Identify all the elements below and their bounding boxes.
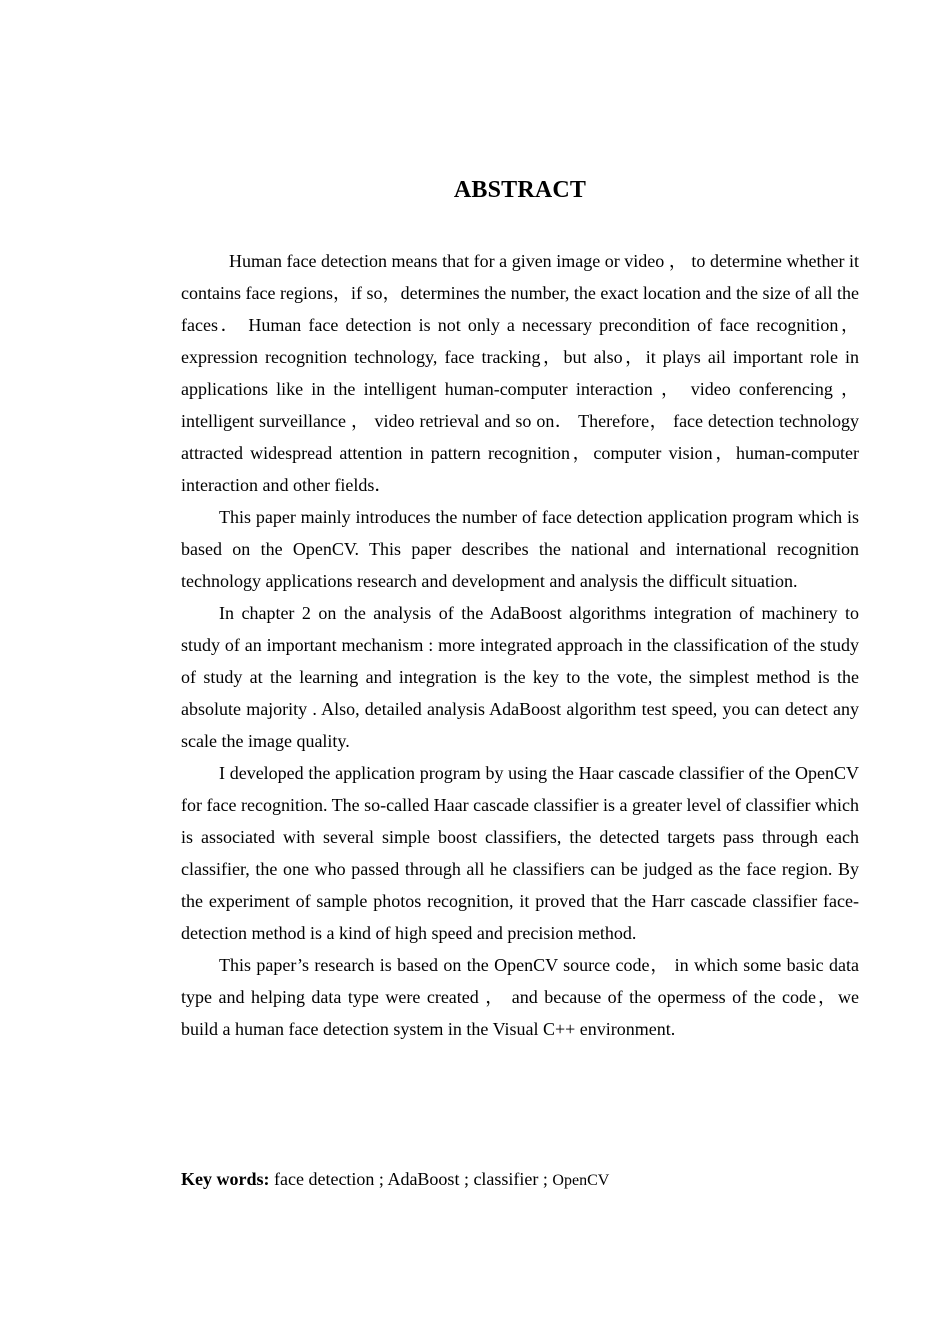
abstract-paragraph-1: Human face detection means that for a given image or video ， to determine whether it contains face regions，if so，determines the number, the exact location and the size of all the faces． Human face detection is not only a necessary precondition of face recognition，expression recognition technology, face tracking，but also，it plays ail important role in applications like in the intelligent human-computer interaction ， video conferencing ， intelligent surveillance ， video retrieval and so on． Therefore， face detection technology attracted widespread attention in pattern recognition，computer vision，human-computer interaction and other fields． [181, 251, 859, 495]
keywords-line [181, 1163, 859, 1197]
abstract-paragraph-2: This paper mainly introduces the number of face detection application program which is based on the OpenCV. This paper describes the national and international recognition technology applications research and development and analysis the difficult situation. [181, 507, 859, 591]
abstract-paragraph-5: This paper’s research is based on the OpenCV source code， in which some basic data type and helping data type were created ， and because of the opermess of the code，we build a human face detection system in the Visual C++ environment. [181, 955, 859, 1039]
abstract-title: ABSTRACT [453, 177, 587, 203]
keywords-last: OpenCV [552, 1172, 610, 1189]
abstract-paragraph-4: I developed the application program by using the Haar cascade classifier of the OpenCV for face recognition. The so-called Haar cascade classifier is a greater level of classifier which is associated with several simple boost classifiers, the detected targets pass through each classifier, the one who passed through all he classifiers can be judged as the face region. By the experiment of sample photos recognition, it proved that the Harr cascade classifier face-detection method is a kind of high speed and precision method. [181, 763, 859, 943]
keywords-text: face detection ; AdaBoost ; classifier ; [269, 1169, 553, 1189]
abstract-body [181, 245, 859, 1045]
keywords-label: Key words: [181, 1169, 270, 1189]
abstract-paragraph-3: In chapter 2 on the analysis of the AdaBoost algorithms integration of machinery to study of an important mechanism : more integrated approach in the classification of the study of study at the learning and integration is the key to the vote, the simplest method is the absolute majority . Also, detailed analysis AdaBoost algorithm test speed, you can detect any scale the image quality. [181, 603, 859, 751]
